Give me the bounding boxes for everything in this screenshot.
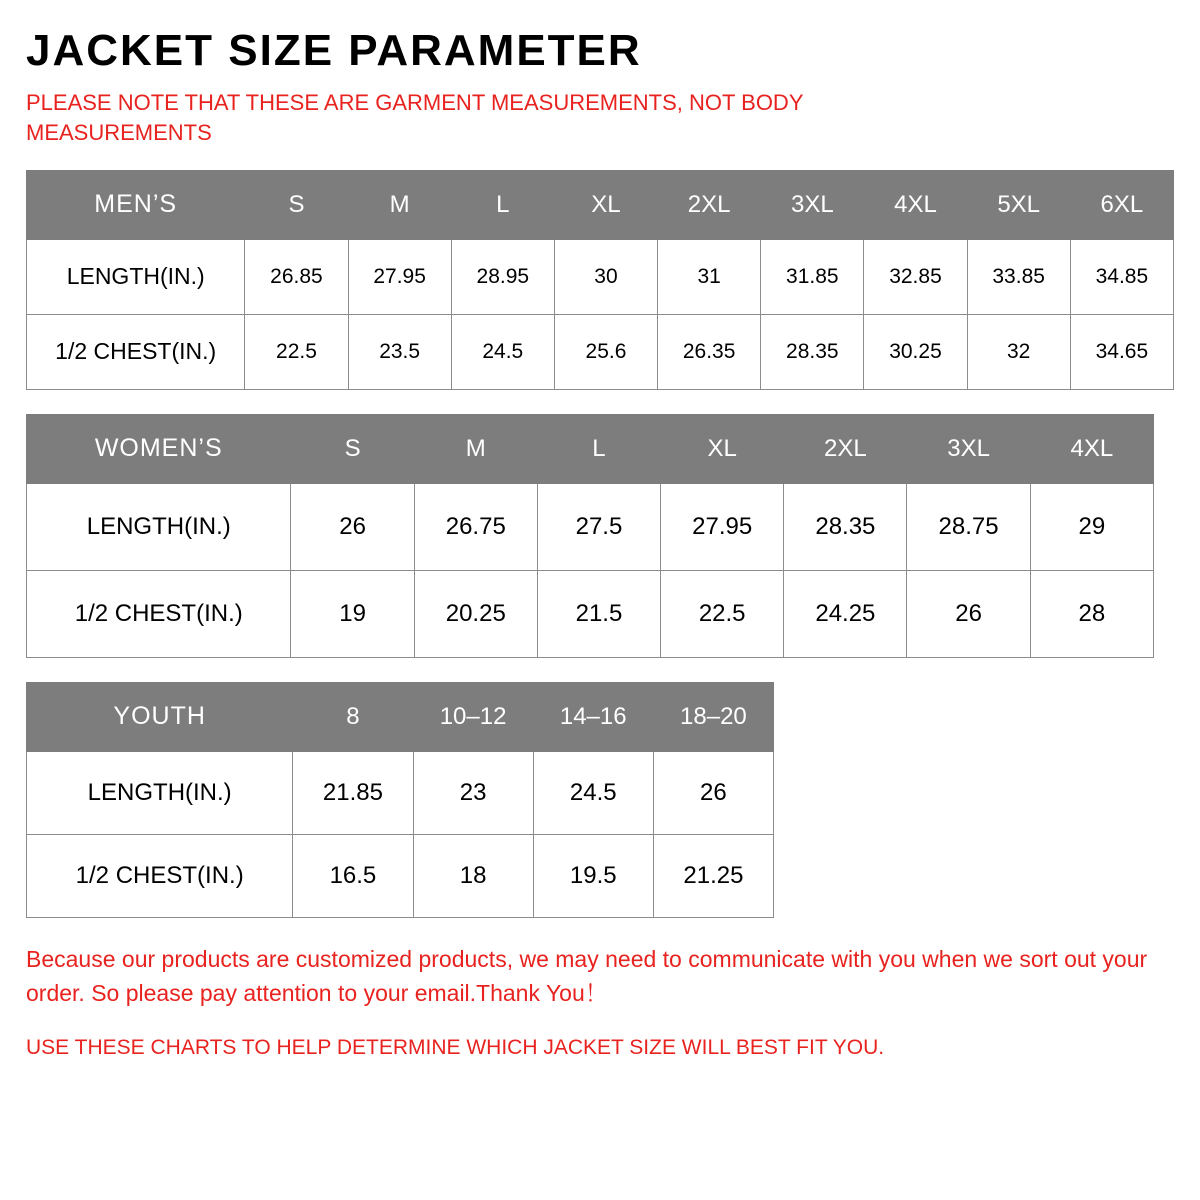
customization-note: Because our products are customized products, we may need to communicate with you when we sort out your order. So please pay attention to your email.Thank You！: [26, 945, 1148, 1007]
table-row: [27, 570, 1154, 657]
garment-measurement-note: PLEASE NOTE THAT THESE ARE GARMENT MEASUREMENTS, NOT BODY MEASUREMENTS: [26, 90, 804, 145]
cell: 26.75: [414, 483, 537, 570]
womens-corner-label: WOMEN’S: [27, 414, 291, 483]
row-label: LENGTH(IN.): [27, 239, 245, 314]
column-header: XL: [661, 414, 784, 483]
column-header: 2XL: [784, 414, 907, 483]
table-header-row: [27, 170, 1174, 239]
cell: 24.5: [533, 751, 653, 834]
youth-size-table: [26, 682, 774, 918]
table-row: [27, 239, 1174, 314]
cell: 23: [413, 751, 533, 834]
column-header: 14–16: [533, 682, 653, 751]
cell: 18: [413, 834, 533, 917]
cell: 24.5: [451, 314, 554, 389]
cell: 22.5: [245, 314, 348, 389]
cell: 32: [967, 314, 1070, 389]
cell: 22.5: [661, 570, 784, 657]
column-header: S: [245, 170, 348, 239]
row-label: 1/2 CHEST(IN.): [27, 834, 293, 917]
cell: 16.5: [293, 834, 413, 917]
cell: 30.25: [864, 314, 967, 389]
table-row: [27, 834, 774, 917]
column-header: 10–12: [413, 682, 533, 751]
chart-usage-note: USE THESE CHARTS TO HELP DETERMINE WHICH JACKET SIZE WILL BEST FIT YOU.: [26, 1035, 885, 1059]
column-header: 18–20: [653, 682, 773, 751]
column-header: 4XL: [864, 170, 967, 239]
cell: 31: [658, 239, 761, 314]
cell: 26: [653, 751, 773, 834]
cell: 27.5: [537, 483, 660, 570]
column-header: 3XL: [907, 414, 1030, 483]
column-header: 8: [293, 682, 413, 751]
cell: 34.85: [1070, 239, 1173, 314]
cell: 33.85: [967, 239, 1070, 314]
cell: 24.25: [784, 570, 907, 657]
row-label: LENGTH(IN.): [27, 483, 291, 570]
cell: 21.85: [293, 751, 413, 834]
column-header: 4XL: [1030, 414, 1153, 483]
row-label: 1/2 CHEST(IN.): [27, 314, 245, 389]
womens-size-table: [26, 414, 1154, 658]
cell: 34.65: [1070, 314, 1173, 389]
cell: 26.85: [245, 239, 348, 314]
cell: 27.95: [661, 483, 784, 570]
cell: 26: [291, 483, 414, 570]
cell: 30: [554, 239, 657, 314]
table-row: [27, 483, 1154, 570]
cell: 28.35: [784, 483, 907, 570]
column-header: L: [537, 414, 660, 483]
column-header: XL: [554, 170, 657, 239]
cell: 31.85: [761, 239, 864, 314]
row-label: 1/2 CHEST(IN.): [27, 570, 291, 657]
column-header: 6XL: [1070, 170, 1173, 239]
table-row: [27, 314, 1174, 389]
table-row: [27, 751, 774, 834]
column-header: M: [414, 414, 537, 483]
column-header: 3XL: [761, 170, 864, 239]
cell: 27.95: [348, 239, 451, 314]
table-header-row: [27, 682, 774, 751]
cell: 28.95: [451, 239, 554, 314]
mens-size-table: [26, 170, 1174, 390]
row-label: LENGTH(IN.): [27, 751, 293, 834]
mens-corner-label: MEN’S: [27, 170, 245, 239]
cell: 29: [1030, 483, 1153, 570]
youth-corner-label: YOUTH: [27, 682, 293, 751]
column-header: 5XL: [967, 170, 1070, 239]
cell: 26: [907, 570, 1030, 657]
cell: 32.85: [864, 239, 967, 314]
cell: 23.5: [348, 314, 451, 389]
cell: 26.35: [658, 314, 761, 389]
column-header: 2XL: [658, 170, 761, 239]
cell: 21.25: [653, 834, 773, 917]
column-header: M: [348, 170, 451, 239]
table-header-row: [27, 414, 1154, 483]
cell: 25.6: [554, 314, 657, 389]
cell: 19: [291, 570, 414, 657]
cell: 19.5: [533, 834, 653, 917]
cell: 20.25: [414, 570, 537, 657]
column-header: L: [451, 170, 554, 239]
cell: 28: [1030, 570, 1153, 657]
cell: 21.5: [537, 570, 660, 657]
cell: 28.75: [907, 483, 1030, 570]
column-header: S: [291, 414, 414, 483]
page-title: JACKET SIZE PARAMETER: [26, 26, 642, 75]
cell: 28.35: [761, 314, 864, 389]
